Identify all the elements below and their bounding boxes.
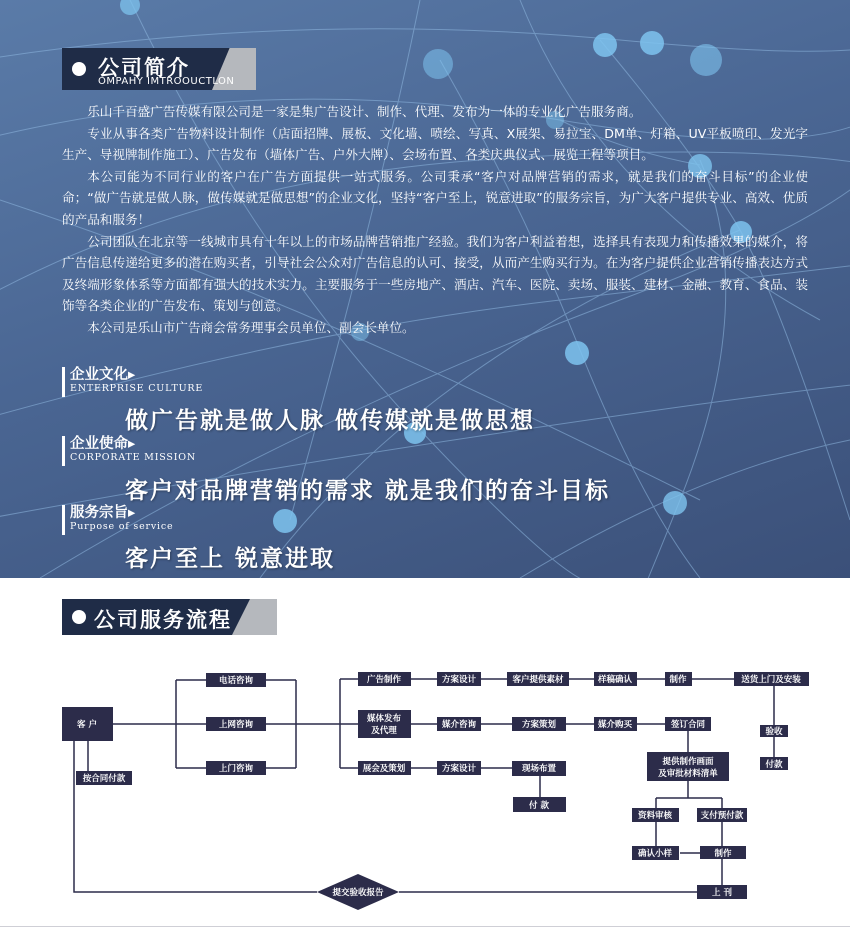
intro-paragraph: 专业从事各类广告物料设计制作（店面招牌、展板、文化墙、喷绘、写真、X展架、易拉宝、DM单、灯箱、UV平板喷印、发光字生产、导视牌制作施工）、广告发布（墙体广告、户外大牌）、会场布置、各类庆典仪式、展览工程等项目。 <box>62 125 808 163</box>
flow-node-sign <box>665 717 711 731</box>
flow-node-report <box>317 874 399 910</box>
flow-title-tag <box>62 599 277 635</box>
node-label: 广告制作 <box>366 675 402 685</box>
node-label: 媒介购买 <box>597 720 633 730</box>
flow-node-make1 <box>665 672 692 686</box>
flow-node-review <box>632 808 679 822</box>
node-label-line1: 提供制作画面 <box>662 757 714 767</box>
culture-subtitle: ENTERPRISE CULTURE <box>70 383 204 394</box>
node-label: 验收 <box>765 727 783 737</box>
culture-heading <box>62 367 310 397</box>
flow-node-phone <box>206 673 266 687</box>
service-flow-diagram <box>0 640 850 931</box>
service-subtitle: Purpose of service <box>70 521 174 532</box>
node-label: 确认小样 <box>637 849 673 859</box>
node-label: 按合同付款 <box>82 774 126 784</box>
flow-node-plan <box>512 717 566 731</box>
node-label: 现场布置 <box>521 764 557 774</box>
flow-node-media-buy <box>594 717 637 731</box>
node-label: 展会及策划 <box>362 764 406 774</box>
flow-node-design1 <box>437 672 481 686</box>
node-label: 客户提供素材 <box>512 675 564 685</box>
bottom-divider <box>0 926 850 927</box>
node-label: 上门咨询 <box>218 764 254 774</box>
flow-node-online <box>206 717 266 731</box>
intro-title-tag <box>62 48 256 90</box>
flow-title: 公司服务流程 <box>94 608 232 632</box>
flow-node-visit <box>206 761 266 775</box>
flow-node-pay1 <box>513 797 566 812</box>
flow-node-prepay <box>697 808 747 822</box>
node-label: 方案设计 <box>441 675 477 685</box>
flow-node-provide <box>647 752 729 781</box>
node-label: 方案策划 <box>521 720 557 730</box>
node-label-line2: 及代理 <box>371 726 397 736</box>
culture-slogan: 做广告就是做人脉 做传媒就是做思想 <box>125 408 536 434</box>
flow-node-confirm <box>594 672 637 686</box>
bullet-dot-icon <box>72 62 86 76</box>
flow-node-sample <box>632 846 679 860</box>
node-label: 支付预付款 <box>700 811 744 821</box>
node-label: 制作 <box>669 675 687 685</box>
mission-heading <box>62 436 310 466</box>
node-label: 媒介咨询 <box>441 720 477 730</box>
node-label: 客 户 <box>77 720 97 730</box>
flow-node-make2 <box>700 846 746 859</box>
intro-paragraph: 本公司是乐山市广告商会常务理事会员单位、副会长单位。 <box>87 319 415 335</box>
intro-paragraph: 本公司能为不同行业的客户在广告方面提供一站式服务。公司秉承“客户对品牌营销的需求，就是我们的奋斗目标”的企业使命；“做广告就是做人脉，做传媒就是做思想”的企业文化，坚持“客户至上，锐意进取”的服务宗旨，为广大客户提供专业、高效、优质的产品和服务！ <box>62 168 808 227</box>
service-heading <box>62 505 310 535</box>
flow-node-publish <box>697 885 747 899</box>
node-label: 制作 <box>714 849 732 859</box>
mission-slogan: 客户对品牌营销的需求 就是我们的奋斗目标 <box>125 478 611 504</box>
node-label: 电话咨询 <box>218 676 254 686</box>
flow-node-material <box>507 672 569 686</box>
flow-node-media <box>358 710 411 738</box>
culture-title: 企业文化▸ <box>70 367 136 383</box>
flow-node-exhibit <box>358 761 411 775</box>
flow-node-customer <box>62 707 113 741</box>
intro-title: 公司简介 <box>98 56 190 80</box>
node-label: 样稿确认 <box>597 675 633 685</box>
node-label: 签订合同 <box>670 720 706 730</box>
node-label: 上 刊 <box>712 888 732 898</box>
intro-text <box>62 101 808 339</box>
flow-node-site <box>512 761 566 776</box>
flow-node-contract-pay <box>76 771 132 785</box>
node-label: 送货上门及安装 <box>741 675 801 685</box>
node-label: 付款 <box>765 760 783 770</box>
bullet-dot-icon <box>72 610 86 624</box>
service-title: 服务宗旨▸ <box>70 505 136 521</box>
flow-node-pay2 <box>760 757 788 770</box>
node-label-line1: 媒体发布 <box>366 714 402 724</box>
node-label: 方案设计 <box>441 764 477 774</box>
mission-subtitle: CORPORATE MISSION <box>70 452 196 463</box>
flow-node-design3 <box>437 761 481 775</box>
node-label: 上网咨询 <box>218 720 254 730</box>
flow-node-accept <box>760 725 788 737</box>
node-label-line2: 及审批材料清单 <box>658 769 718 779</box>
node-label: 提交验收报告 <box>332 888 384 898</box>
flow-node-ad-make <box>358 672 411 686</box>
node-label: 资料审核 <box>637 811 673 821</box>
node-label: 付 款 <box>529 801 549 811</box>
flow-node-delivery <box>734 672 809 686</box>
intro-paragraph: 乐山千百盛广告传媒有限公司是一家是集广告设计、制作、代理、发布为一体的专业化广告服务商。 <box>87 104 642 119</box>
intro-paragraph: 公司团队在北京等一线城市具有十年以上的市场品牌营销推广经验。我们为客户利益着想，选择具有表现力和传播效果的媒介，将广告信息传递给更多的潜在购买者，引导社会公众对广告信息的认可、接受，从而产生购买行为。在为客户提供企业营销传播表达方式及终端形象体系等方面都有强大的技术实力。主要服务于一些房地产、酒店、汽车、医院、卖场、服装、建材、金融、教育、食品、装饰等各类企业的广告发布、策划与创意。 <box>62 233 808 314</box>
flow-connectors <box>74 679 774 892</box>
service-slogan: 客户至上 锐意进取 <box>125 546 336 572</box>
mission-title: 企业使命▸ <box>70 436 136 452</box>
flow-node-media-consult <box>437 717 481 731</box>
intro-subtitle: OMPAHY IMTROOUCTLON <box>98 76 235 87</box>
